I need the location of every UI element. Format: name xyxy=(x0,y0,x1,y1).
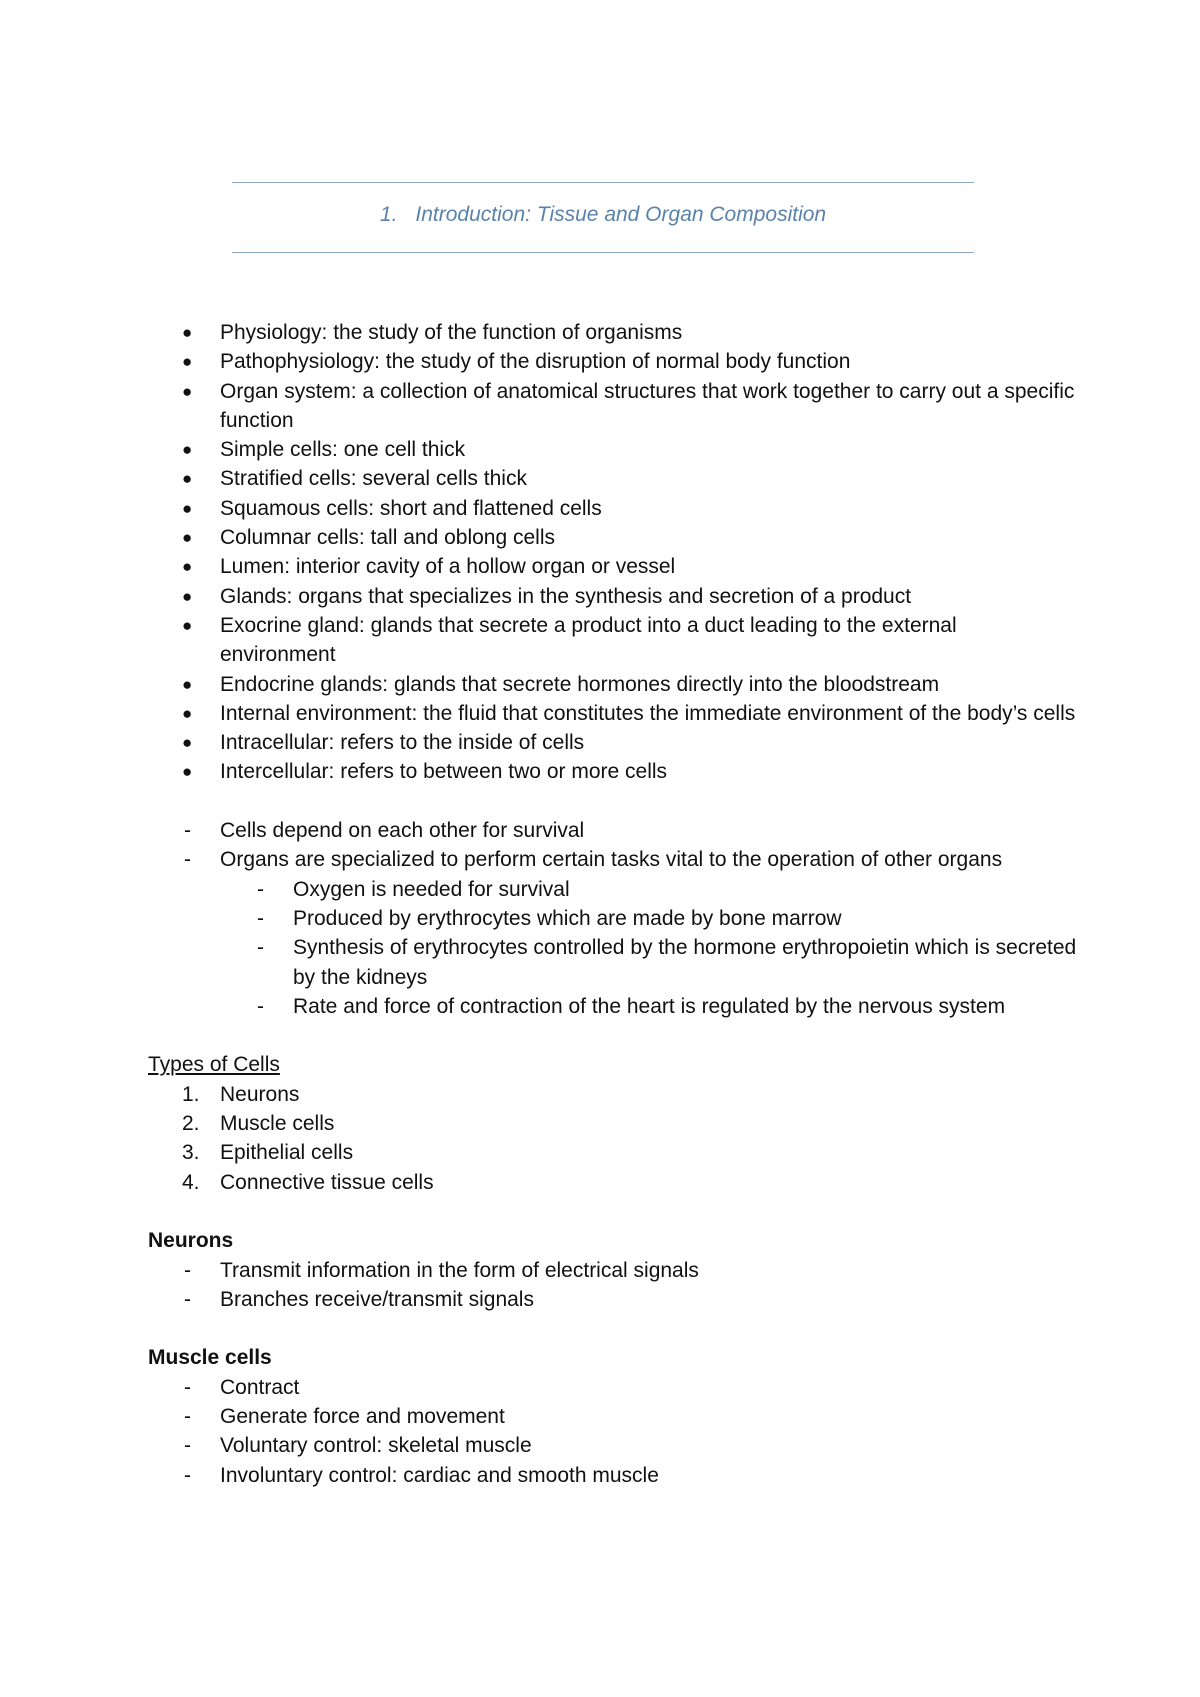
list-item: ● Columnar cells: tall and oblong cells xyxy=(148,523,1078,552)
list-item: - Cells depend on each other for survival xyxy=(148,816,1078,845)
dependence-list xyxy=(148,816,1078,875)
list-item: ● Pathophysiology: the study of the disruption of normal body function xyxy=(148,347,1078,376)
list-item: ● Simple cells: one cell thick xyxy=(148,435,1078,464)
muscle-cells-title: Muscle cells xyxy=(148,1346,272,1370)
section-heading xyxy=(232,200,974,230)
dash-marker: - xyxy=(257,877,264,901)
neurons-title: Neurons xyxy=(148,1229,234,1253)
dash-marker: - xyxy=(184,1287,191,1311)
bullet-marker: ● xyxy=(182,615,193,635)
number-marker: 2. xyxy=(182,1112,200,1136)
number-marker: 4. xyxy=(182,1170,200,1194)
list-item: 4. Connective tissue cells xyxy=(148,1168,1078,1197)
heading-rule-top xyxy=(232,182,974,183)
number-marker: 1. xyxy=(182,1082,200,1106)
bullet-marker: ● xyxy=(182,381,193,401)
bullet-marker: ● xyxy=(182,498,193,518)
list-item: ● Endocrine glands: glands that secrete hormones directly into the bloodstream xyxy=(148,670,1078,699)
bullet-marker: ● xyxy=(182,733,193,753)
bullet-marker: ● xyxy=(182,469,193,489)
list-item: ● Intracellular: refers to the inside of cells xyxy=(148,728,1078,757)
list-item: - Produced by erythrocytes which are made by bone marrow xyxy=(148,904,1078,933)
bullet-marker: ● xyxy=(182,352,193,372)
dash-marker: - xyxy=(257,936,264,960)
list-item: ● Intercellular: refers to between two or more cells xyxy=(148,757,1078,786)
list-item: ● Exocrine gland: glands that secrete a product into a duct leading to the external environment xyxy=(148,611,1078,670)
list-item: - Branches receive/transmit signals xyxy=(148,1285,1078,1314)
list-item: - Involuntary control: cardiac and smooth muscle xyxy=(148,1461,1078,1490)
dash-marker: - xyxy=(257,994,264,1018)
list-item: ● Squamous cells: short and flattened cells xyxy=(148,494,1078,523)
heading-number: 1. xyxy=(379,203,398,226)
number-marker: 3. xyxy=(182,1141,200,1165)
document-body xyxy=(148,318,1078,1490)
types-of-cells-list xyxy=(148,1080,1078,1197)
bullet-marker: ● xyxy=(182,528,193,548)
dependence-sublist xyxy=(148,875,1078,1021)
bullet-marker: ● xyxy=(182,323,193,342)
list-item: ● Physiology: the study of the function of organisms xyxy=(148,318,1078,347)
bullet-marker: ● xyxy=(182,674,193,694)
dash-marker: - xyxy=(184,1434,191,1458)
list-item: - Rate and force of contraction of the heart is regulated by the nervous system xyxy=(148,992,1078,1021)
list-item: - Organs are specialized to perform certain tasks vital to the operation of other organs xyxy=(148,845,1078,874)
dash-marker: - xyxy=(184,1258,191,1282)
list-item: - Contract xyxy=(148,1373,1078,1402)
list-item: - Synthesis of erythrocytes controlled by the hormone erythropoietin which is secreted by the kidneys xyxy=(148,933,1078,992)
neurons-list xyxy=(148,1256,1078,1315)
list-item: ● Glands: organs that specializes in the synthesis and secretion of a product xyxy=(148,582,1078,611)
list-item: 2. Muscle cells xyxy=(148,1109,1078,1138)
bullet-marker: ● xyxy=(182,703,193,723)
dash-marker: - xyxy=(184,848,191,872)
bullet-marker: ● xyxy=(182,440,193,460)
bullet-marker: ● xyxy=(182,557,193,577)
list-item: ● Internal environment: the fluid that constitutes the immediate environment of the body’s cells xyxy=(148,699,1078,728)
definitions-list xyxy=(148,318,1078,787)
list-item: ● Organ system: a collection of anatomical structures that work together to carry out a specific function xyxy=(148,377,1078,436)
list-item: - Transmit information in the form of electrical signals xyxy=(148,1256,1078,1285)
list-item: ● Stratified cells: several cells thick xyxy=(148,464,1078,493)
types-of-cells-title: Types of Cells xyxy=(148,1053,280,1077)
dash-marker: - xyxy=(184,1375,191,1399)
heading-title: Introduction: Tissue and Organ Composition xyxy=(415,203,827,226)
list-item: 3. Epithelial cells xyxy=(148,1138,1078,1167)
muscle-cells-list xyxy=(148,1373,1078,1490)
bullet-marker: ● xyxy=(182,762,193,782)
bullet-marker: ● xyxy=(182,586,193,606)
list-item: 1. Neurons xyxy=(148,1080,1078,1109)
list-item: - Voluntary control: skeletal muscle xyxy=(148,1431,1078,1460)
list-item: - Oxygen is needed for survival xyxy=(148,875,1078,904)
dash-marker: - xyxy=(257,906,264,930)
list-item: - Generate force and movement xyxy=(148,1402,1078,1431)
dash-marker: - xyxy=(184,819,191,843)
dash-marker: - xyxy=(184,1463,191,1487)
list-item: ● Lumen: interior cavity of a hollow organ or vessel xyxy=(148,552,1078,581)
heading-rule-bottom xyxy=(232,252,974,253)
dash-marker: - xyxy=(184,1404,191,1428)
